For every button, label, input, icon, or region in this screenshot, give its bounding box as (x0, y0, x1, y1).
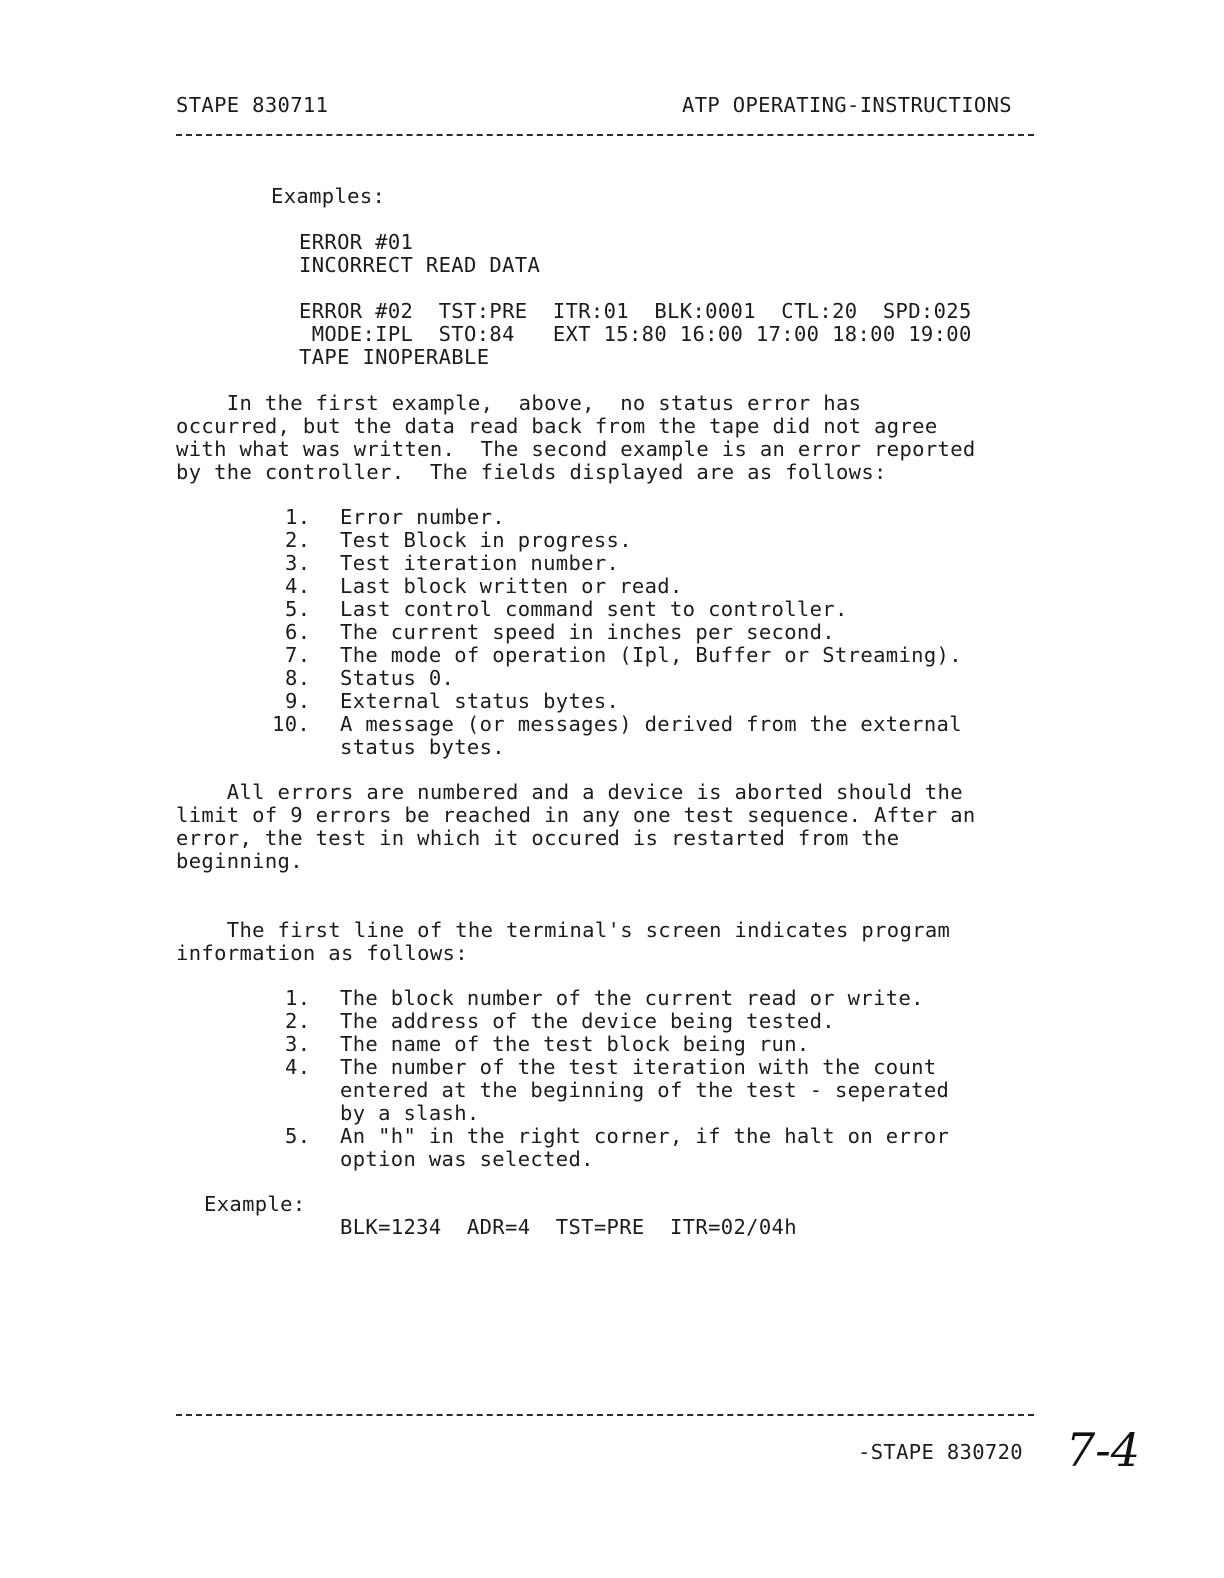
example-2-line: TAPE INOPERABLE (299, 345, 490, 369)
list-text: Test Block in progress. (340, 528, 632, 552)
example-1-line: INCORRECT READ DATA (299, 253, 541, 277)
example-2-line: ERROR #02 TST:PRE ITR:01 BLK:0001 CTL:20 SPD:025 (299, 299, 972, 323)
paragraph-line: occurred, but the data read back from the tape did not agree (176, 414, 938, 438)
list-text: External status bytes. (340, 689, 620, 713)
list-number: 2. (285, 1009, 311, 1033)
footer-rule (176, 1414, 1034, 1416)
list-number: 6. (285, 620, 311, 644)
list-number: 5. (285, 1124, 311, 1148)
list-text: Error number. (340, 505, 505, 529)
list-number: 5. (285, 597, 311, 621)
footer-doc-id: -STAPE 830720 (858, 1440, 1023, 1464)
handwritten-page-number: 7-4 (1066, 1423, 1141, 1477)
list-text: The name of the test block being run. (340, 1032, 810, 1056)
list-number: 4. (285, 574, 311, 598)
list-text: The mode of operation (Ipl, Buffer or Streaming). (340, 643, 962, 667)
example-status-line: BLK=1234 ADR=4 TST=PRE ITR=02/04h (340, 1215, 797, 1239)
list-number: 9. (285, 689, 311, 713)
list-text: The current speed in inches per second. (340, 620, 835, 644)
list-number: 1. (285, 505, 311, 529)
paragraph-line: error, the test in which it occured is restarted from the (176, 826, 900, 850)
list-number: 1. (285, 986, 311, 1010)
list-text-continuation: by a slash. (340, 1101, 480, 1125)
list-number: 4. (285, 1055, 311, 1079)
header-right: ATP OPERATING-INSTRUCTIONS (682, 93, 1012, 117)
paragraph-line: The first line of the terminal's screen indicates program (176, 918, 951, 942)
paragraph-line: All errors are numbered and a device is aborted should the (176, 780, 963, 804)
list-number: 3. (285, 1032, 311, 1056)
list-number: 8. (285, 666, 311, 690)
list-text: Last control command sent to controller. (340, 597, 848, 621)
list-number: 7. (285, 643, 311, 667)
list-text-continuation: option was selected. (340, 1147, 594, 1171)
example-2-line: MODE:IPL STO:84 EXT 15:80 16:00 17:00 18:00 19:00 (299, 322, 972, 346)
header-left: STAPE 830711 (176, 93, 329, 117)
paragraph-line: limit of 9 errors be reached in any one test sequence. After an (176, 803, 976, 827)
list-text: The address of the device being tested. (340, 1009, 835, 1033)
list-text: An "h" in the right corner, if the halt on error (340, 1124, 950, 1148)
list-text: Last block written or read. (340, 574, 683, 598)
list-number: 2. (285, 528, 311, 552)
list-text: The block number of the current read or write. (340, 986, 924, 1010)
paragraph-line: beginning. (176, 849, 303, 873)
paragraph-line: In the first example, above, no status error has (176, 391, 862, 415)
list-text: A message (or messages) derived from the external (340, 712, 962, 736)
example-label: Example: (204, 1192, 306, 1216)
list-number: 3. (285, 551, 311, 575)
example-1-line: ERROR #01 (299, 230, 414, 254)
list-text: Test iteration number. (340, 551, 620, 575)
paragraph-line: by the controller. The fields displayed are as follows: (176, 460, 887, 484)
paragraph-line: with what was written. The second example is an error reported (176, 437, 976, 461)
paragraph-line: information as follows: (176, 941, 468, 965)
list-text-continuation: status bytes. (340, 735, 505, 759)
list-number: 10. (272, 712, 311, 736)
examples-heading: Examples: (271, 184, 386, 208)
header-rule (176, 134, 1034, 136)
list-text: Status 0. (340, 666, 455, 690)
list-text-continuation: entered at the beginning of the test - seperated (340, 1078, 950, 1102)
list-text: The number of the test iteration with the count (340, 1055, 937, 1079)
